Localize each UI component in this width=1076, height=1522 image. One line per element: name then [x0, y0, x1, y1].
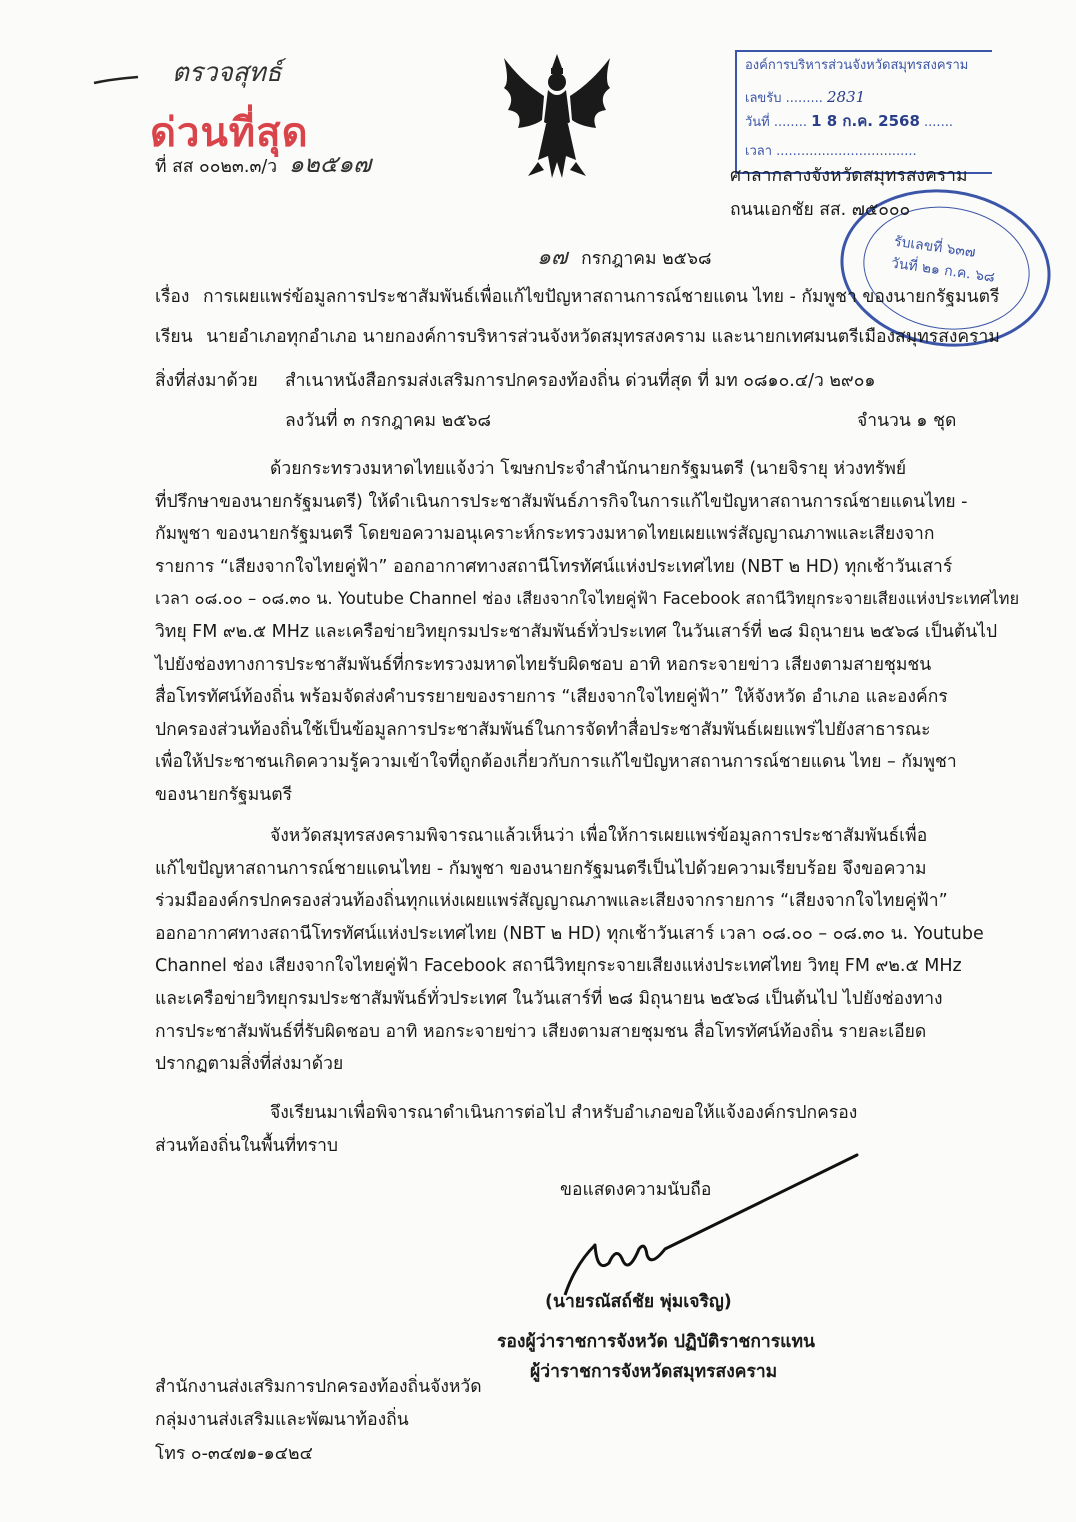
subject-line: [155, 287, 999, 308]
footer-office: สำนักงานส่งเสริมการปกครองท้องถิ่นจังหวัด: [155, 1377, 482, 1397]
handwritten-dash: [92, 72, 142, 91]
footer-group: กลุ่มงานส่งเสริมและพัฒนาท้องถิ่น: [155, 1410, 409, 1430]
paragraph-line: เพื่อให้ประชาชนเกิดความรู้ความเข้าใจที่ถูกต้องเกี่ยวกับการแก้ไขปัญหาสถานการณ์ชายแดน ไทย – กัมพูชา: [155, 752, 957, 773]
garuda-emblem-icon: [498, 52, 616, 188]
sender-office: ศาลากลางจังหวัดสมุทรสงคราม: [730, 166, 968, 186]
enclosure-label: สิ่งที่ส่งมาด้วย: [155, 371, 258, 391]
signer-name: (นายรณัสถ์ชัย พุ่มเจริญ): [545, 1292, 732, 1312]
paragraph-line: แก้ไขปัญหาสถานการณ์ชายแดนไทย - กัมพูชา ของนายกรัฐมนตรีเป็นไปด้วยความเรียบร้อย จึงขอความ: [155, 858, 927, 879]
paragraph-line: ร่วมมือองค์กรปกครองส่วนท้องถิ่นทุกแห่งเผยแพร่สัญญาณภาพและเสียงจากรายการ “เสียงจากใจไทยคู่ฟ้า”: [155, 891, 948, 912]
paragraph-line: ปรากฏตามสิ่งที่ส่งมาด้วย: [155, 1054, 344, 1075]
signer-title-1: รองผู้ว่าราชการจังหวัด ปฏิบัติราชการแทน: [497, 1332, 815, 1352]
paragraph-line: จึงเรียนมาเพื่อพิจารณาดำเนินการต่อไป สำหรับอำเภอขอให้แจ้งองค์กรปกครอง: [270, 1103, 858, 1123]
paragraph-line: จังหวัดสมุทรสงครามพิจารณาแล้วเห็นว่า เพื่อให้การเผยแพร่ข้อมูลการประชาสัมพันธ์เพื่อ: [270, 826, 928, 846]
paragraph-line: รายการ “เสียงจากใจไทยคู่ฟ้า” ออกอากาศทางสถานีโทรทัศน์แห่งประเทศไทย (NBT ๒ HD) ทุกเช้าวันเสาร์: [155, 556, 953, 577]
paragraph-line: ด้วยกระทรวงมหาดไทยแจ้งว่า โฆษกประจำสำนักนายกรัฐมนตรี (นายจิรายุ ห่วงทรัพย์: [270, 459, 907, 479]
paragraph-line: และเครือข่ายวิทยุกรมประชาสัมพันธ์ทั่วประเทศ ในวันเสาร์ที่ ๒๘ มิถุนายน ๒๕๖๘ เป็นต้นไป ไปยังช่องทาง: [155, 988, 943, 1009]
paragraph-2: [155, 820, 984, 1081]
addressee-line: [155, 327, 1000, 348]
handwritten-note: ตรวจสุทธ์: [172, 58, 282, 88]
receive-stamp-number: เลขรับ ......... 2831: [745, 88, 866, 106]
receive-stamp-time: เวลา ..................................: [745, 144, 917, 159]
reference-number: ที่ สส ๐๐๒๓.๓/ว ๑๒๕๑๗: [155, 150, 372, 178]
paragraph-line: การประชาสัมพันธ์ที่รับผิดชอบ อาทิ หอกระจายข่าว เสียงตามสายชุมชน สื่อโทรทัศน์ท้องถิ่น รายละเอียด: [155, 1021, 927, 1042]
receive-stamp-org: องค์การบริหารส่วนจังหวัดสมุทรสงคราม: [745, 58, 969, 73]
paragraph-line: Channel ช่อง เสียงจากใจไทยคู่ฟ้า Facebook สถานีวิทยุกระจายเสียงแห่งประเทศไทย วิทยุ FM ๙๒.๕ MHz: [155, 956, 962, 977]
paragraph-line: ปกครองส่วนท้องถิ่นใช้เป็นข้อมูลการประชาสัมพันธ์ในการจัดทำสื่อประชาสัมพันธ์เผยแพร่ไปยังสาธารณะ: [155, 719, 931, 740]
sender-road: ถนนเอกชัย สส. ๗๕๐๐๐: [730, 200, 911, 220]
document-date: ๑๗ กรกฎาคม ๒๕๖๘: [537, 245, 712, 270]
paragraph-line: เวลา ๐๘.๐๐ – ๐๘.๓๐ น. Youtube Channel ช่อง เสียงจากใจไทยคู่ฟ้า Facebook สถานีวิทยุกระจายเสียงแห่งประเทศไทย: [155, 589, 1020, 609]
footer-phone: โทร ๐-๓๔๗๑-๑๔๒๔: [155, 1444, 313, 1464]
receive-stamp-date: วันที่ ........ 1 8 ก.ค. 2568 .......: [745, 112, 953, 130]
paragraph-line: ออกอากาศทางสถานีโทรทัศน์แห่งประเทศไทย (NBT ๒ HD) ทุกเช้าวันเสาร์ เวลา ๐๘.๐๐ – ๐๘.๓๐ น. Youtube: [155, 923, 984, 944]
subject-label: เรื่อง: [155, 287, 190, 307]
paragraph-line: ไปยังช่องทางการประชาสัมพันธ์ที่กระทรวงมหาดไทยรับผิดชอบ อาทิ หอกระจายข่าว เสียงตามสายชุมชน: [155, 654, 932, 675]
enclosure-line1: สำเนาหนังสือกรมส่งเสริมการปกครองท้องถิ่น ด่วนที่สุด ที่ มท ๐๘๑๐.๔/ว ๒๙๐๑: [285, 371, 876, 391]
enclosure-line2: ลงวันที่ ๓ กรกฎาคม ๒๕๖๘: [285, 411, 492, 431]
enclosure-count: จำนวน ๑ ชุด: [857, 411, 957, 431]
circle-stamp-line2: วันที่ ๒๑ ก.ค. ๖๘: [889, 255, 996, 286]
paragraph-line: กัมพูชา ของนายกรัฐมนตรี โดยขอความอนุเคราะห์กระทรวงมหาดไทยเผยแพร่สัญญาณภาพและเสียงจาก: [155, 524, 935, 545]
paragraph-line: สื่อโทรทัศน์ท้องถิ่น พร้อมจัดส่งคำบรรยายของรายการ “เสียงจากใจไทยคู่ฟ้า” ให้จังหวัด อำเภอ และองค์กร: [155, 687, 948, 708]
urgency-stamp: ด่วนที่สุด: [150, 109, 309, 156]
addressee-text: นายอำเภอทุกอำเภอ นายกองค์การบริหารส่วนจังหวัดสมุทรสงคราม และนายกเทศมนตรีเมืองสมุทรสงคราม: [206, 327, 1000, 347]
signer-title-2: ผู้ว่าราชการจังหวัดสมุทรสงคราม: [530, 1362, 778, 1382]
addressee-label: เรียน: [155, 327, 193, 347]
circle-stamp-line1: รับเลขที่ ๖๓๗: [893, 233, 977, 261]
paragraph-line: วิทยุ FM ๙๒.๕ MHz และเครือข่ายวิทยุกรมประชาสัมพันธ์ทั่วประเทศ ในวันเสาร์ที่ ๒๘ มิถุนายน ๒๕๖๘ เป็นต้นไป: [155, 621, 998, 642]
handwritten-day: ๑๗: [537, 245, 568, 270]
paragraph-line: ส่วนท้องถิ่นในพื้นที่ทราบ: [155, 1135, 339, 1156]
paragraph-line: ที่ปรึกษาของนายกรัฐมนตรี) ให้ดำเนินการประชาสัมพันธ์ภารกิจในการแก้ไขปัญหาสถานการณ์ชายแดนไทย -: [155, 491, 968, 512]
subject-text: การเผยแพร่ข้อมูลการประชาสัมพันธ์เพื่อแก้ไขปัญหาสถานการณ์ชายแดน ไทย - กัมพูชา ของนายกรัฐมนตรี: [203, 287, 1000, 307]
paragraph-1: [155, 453, 1019, 812]
receive-stamp: [735, 50, 992, 174]
closing-phrase: ขอแสดงความนับถือ: [560, 1180, 712, 1200]
handwritten-doc-number: ๑๒๕๑๗: [288, 150, 372, 178]
paragraph-line: ของนายกรัฐมนตรี: [155, 784, 292, 805]
